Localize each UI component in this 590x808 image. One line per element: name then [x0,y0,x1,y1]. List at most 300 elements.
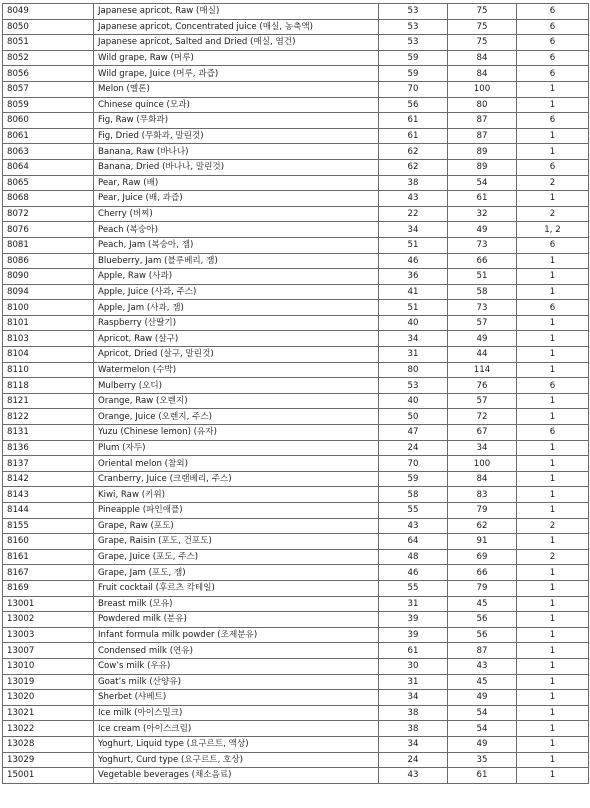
gi-value-cell: 39 [379,612,448,628]
food-gi-table [2,3,589,784]
reference-cell: 2 [517,518,589,534]
reference-cell: 1 [517,721,589,737]
gi-value-cell: 55 [379,580,448,596]
gi-value-cell: 41 [379,284,448,300]
table-row [3,66,589,82]
reference-cell: 1 [517,409,589,425]
food-name-cell: Plum (자두) [94,440,379,456]
reference-cell: 6 [517,66,589,82]
gi-value-cell: 34 [379,222,448,238]
gi-value-cell: 53 [379,378,448,394]
reference-cell: 1 [517,456,589,472]
gi-value-cell: 46 [379,565,448,581]
gl-value-cell: 69 [448,549,517,565]
reference-cell: 1 [517,362,589,378]
gi-value-cell: 55 [379,503,448,519]
food-code-cell: 13010 [3,658,94,674]
gi-value-cell: 46 [379,253,448,269]
gl-value-cell: 54 [448,175,517,191]
food-code-cell: 8160 [3,534,94,550]
gl-value-cell: 54 [448,705,517,721]
gi-value-cell: 43 [379,518,448,534]
gi-value-cell: 51 [379,300,448,316]
food-name-cell: Yoghurt, Curd type (요구르트, 호상) [94,752,379,768]
food-code-cell: 13001 [3,596,94,612]
table-row [3,315,589,331]
gl-value-cell: 89 [448,159,517,175]
food-code-cell: 13020 [3,690,94,706]
gl-value-cell: 100 [448,456,517,472]
food-name-cell: Yuzu (Chinese lemon) (유자) [94,425,379,441]
reference-cell: 6 [517,425,589,441]
table-row [3,409,589,425]
table-row [3,425,589,441]
table-row [3,752,589,768]
reference-cell: 1 [517,643,589,659]
table-row [3,253,589,269]
gi-value-cell: 62 [379,159,448,175]
food-code-cell: 8121 [3,393,94,409]
gi-value-cell: 59 [379,471,448,487]
reference-cell: 1 [517,736,589,752]
food-name-cell: Condensed milk (연유) [94,643,379,659]
food-name-cell: Cow’s milk (우유) [94,658,379,674]
table-row [3,331,589,347]
gi-value-cell: 24 [379,440,448,456]
food-name-cell: Pineapple (파인애플) [94,503,379,519]
food-name-cell: Wild grape, Raw (머루) [94,50,379,66]
food-name-cell: Banana, Raw (바나나) [94,144,379,160]
food-code-cell: 8143 [3,487,94,503]
reference-cell: 1 [517,565,589,581]
gi-value-cell: 53 [379,19,448,35]
food-code-cell: 8155 [3,518,94,534]
table-row [3,596,589,612]
gl-value-cell: 34 [448,440,517,456]
reference-cell: 6 [517,159,589,175]
gi-value-cell: 56 [379,97,448,113]
gl-value-cell: 35 [448,752,517,768]
gl-value-cell: 49 [448,690,517,706]
reference-cell: 1 [517,97,589,113]
table-row [3,721,589,737]
gi-value-cell: 34 [379,690,448,706]
table-row [3,674,589,690]
reference-cell: 2 [517,549,589,565]
gl-value-cell: 66 [448,253,517,269]
table-row [3,206,589,222]
table-body [3,4,589,784]
reference-cell: 1, 2 [517,222,589,238]
food-name-cell: Orange, Juice (오렌지, 주스) [94,409,379,425]
food-name-cell: Pear, Juice (배, 과즙) [94,191,379,207]
food-code-cell: 8049 [3,4,94,20]
food-name-cell: Cranberry, Juice (크랜베리, 주스) [94,471,379,487]
gi-value-cell: 40 [379,315,448,331]
reference-cell: 1 [517,768,589,784]
food-code-cell: 8103 [3,331,94,347]
food-name-cell: Blueberry, Jam (블루베리, 잼) [94,253,379,269]
gl-value-cell: 58 [448,284,517,300]
food-name-cell: Mulberry (오디) [94,378,379,394]
gl-value-cell: 61 [448,768,517,784]
gi-value-cell: 58 [379,487,448,503]
food-name-cell: Ice milk (아이스밀크) [94,705,379,721]
reference-cell: 1 [517,705,589,721]
gl-value-cell: 56 [448,612,517,628]
gi-value-cell: 61 [379,643,448,659]
gi-value-cell: 31 [379,347,448,363]
food-code-cell: 8050 [3,19,94,35]
table-row [3,643,589,659]
gi-value-cell: 39 [379,627,448,643]
table-row [3,690,589,706]
gi-value-cell: 31 [379,674,448,690]
table-row [3,4,589,20]
food-code-cell: 8064 [3,159,94,175]
gl-value-cell: 100 [448,81,517,97]
reference-cell: 1 [517,503,589,519]
table-row [3,705,589,721]
food-code-cell: 8101 [3,315,94,331]
food-code-cell: 8167 [3,565,94,581]
food-name-cell: Vegetable beverages (채소음료) [94,768,379,784]
food-name-cell: Banana, Dried (바나나, 말린것) [94,159,379,175]
food-name-cell: Raspberry (산딸기) [94,315,379,331]
gi-value-cell: 40 [379,393,448,409]
food-code-cell: 8144 [3,503,94,519]
gl-value-cell: 44 [448,347,517,363]
table-row [3,440,589,456]
food-name-cell: Cherry (버찌) [94,206,379,222]
gl-value-cell: 61 [448,191,517,207]
food-code-cell: 8059 [3,97,94,113]
gl-value-cell: 84 [448,50,517,66]
food-code-cell: 8057 [3,81,94,97]
reference-cell: 1 [517,580,589,596]
food-name-cell: Oriental melon (참외) [94,456,379,472]
gl-value-cell: 49 [448,736,517,752]
table-row [3,347,589,363]
table-row [3,534,589,550]
reference-cell: 1 [517,612,589,628]
table-row [3,113,589,129]
food-code-cell: 8076 [3,222,94,238]
reference-cell: 1 [517,534,589,550]
reference-cell: 1 [517,284,589,300]
reference-cell: 1 [517,658,589,674]
food-code-cell: 8063 [3,144,94,160]
food-name-cell: Peach, Jam (복숭아, 잼) [94,237,379,253]
food-name-cell: Fig, Dried (무화과, 말린것) [94,128,379,144]
table-row [3,237,589,253]
gl-value-cell: 54 [448,721,517,737]
gl-value-cell: 66 [448,565,517,581]
gi-value-cell: 34 [379,331,448,347]
gl-value-cell: 56 [448,627,517,643]
gi-value-cell: 36 [379,269,448,285]
food-code-cell: 8161 [3,549,94,565]
reference-cell: 1 [517,81,589,97]
food-name-cell: Japanese apricot, Salted and Dried (매실, 염건) [94,35,379,51]
food-code-cell: 13003 [3,627,94,643]
reference-cell: 1 [517,269,589,285]
table-row [3,191,589,207]
gi-value-cell: 48 [379,549,448,565]
food-code-cell: 8104 [3,347,94,363]
reference-cell: 1 [517,674,589,690]
food-name-cell: Grape, Jam (포도, 잼) [94,565,379,581]
gi-value-cell: 47 [379,425,448,441]
gl-value-cell: 57 [448,315,517,331]
gl-value-cell: 51 [448,269,517,285]
gl-value-cell: 45 [448,674,517,690]
gl-value-cell: 49 [448,222,517,238]
gl-value-cell: 67 [448,425,517,441]
table-row [3,393,589,409]
food-code-cell: 13007 [3,643,94,659]
reference-cell: 1 [517,752,589,768]
reference-cell: 1 [517,253,589,269]
food-name-cell: Yoghurt, Liquid type (요구르트, 액상) [94,736,379,752]
food-name-cell: Japanese apricot, Raw (매실) [94,4,379,20]
gl-value-cell: 89 [448,144,517,160]
gl-value-cell: 75 [448,4,517,20]
food-code-cell: 8051 [3,35,94,51]
food-code-cell: 8131 [3,425,94,441]
food-name-cell: Japanese apricot, Concentrated juice (매실, 농축액) [94,19,379,35]
gi-value-cell: 53 [379,35,448,51]
food-code-cell: 13029 [3,752,94,768]
food-name-cell: Apricot, Raw (살구) [94,331,379,347]
gl-value-cell: 45 [448,596,517,612]
food-name-cell: Wild grape, Juice (머루, 과즙) [94,66,379,82]
food-code-cell: 8086 [3,253,94,269]
gl-value-cell: 80 [448,97,517,113]
table-row [3,97,589,113]
reference-cell: 6 [517,378,589,394]
reference-cell: 6 [517,237,589,253]
food-code-cell: 8081 [3,237,94,253]
reference-cell: 6 [517,19,589,35]
gi-value-cell: 70 [379,81,448,97]
food-code-cell: 8100 [3,300,94,316]
reference-cell: 1 [517,471,589,487]
gl-value-cell: 84 [448,66,517,82]
reference-cell: 1 [517,315,589,331]
gi-value-cell: 31 [379,596,448,612]
reference-cell: 6 [517,300,589,316]
table-row [3,128,589,144]
food-name-cell: Pear, Raw (배) [94,175,379,191]
food-code-cell: 13022 [3,721,94,737]
gi-value-cell: 61 [379,113,448,129]
table-row [3,627,589,643]
table-row [3,736,589,752]
table-row [3,378,589,394]
food-code-cell: 8065 [3,175,94,191]
reference-cell: 1 [517,690,589,706]
gi-value-cell: 43 [379,768,448,784]
table-row [3,518,589,534]
gl-value-cell: 57 [448,393,517,409]
table-row [3,549,589,565]
food-name-cell: Sherbet (샤베트) [94,690,379,706]
food-code-cell: 8068 [3,191,94,207]
food-code-cell: 8110 [3,362,94,378]
food-name-cell: Apple, Juice (사과, 주스) [94,284,379,300]
table-row [3,658,589,674]
food-name-cell: Grape, Raisin (포도, 건포도) [94,534,379,550]
food-code-cell: 13021 [3,705,94,721]
table-row [3,19,589,35]
table-row [3,81,589,97]
reference-cell: 1 [517,393,589,409]
gi-value-cell: 64 [379,534,448,550]
gl-value-cell: 62 [448,518,517,534]
food-code-cell: 15001 [3,768,94,784]
table-row [3,362,589,378]
gi-value-cell: 24 [379,752,448,768]
table-row [3,159,589,175]
gl-value-cell: 76 [448,378,517,394]
gl-value-cell: 72 [448,409,517,425]
table-row [3,222,589,238]
table-row [3,503,589,519]
food-code-cell: 8137 [3,456,94,472]
gi-value-cell: 50 [379,409,448,425]
food-name-cell: Peach (복숭아) [94,222,379,238]
gl-value-cell: 87 [448,113,517,129]
food-code-cell: 8169 [3,580,94,596]
food-name-cell: Breast milk (모유) [94,596,379,612]
gi-value-cell: 61 [379,128,448,144]
gi-value-cell: 51 [379,237,448,253]
reference-cell: 1 [517,596,589,612]
food-name-cell: Melon (멜론) [94,81,379,97]
food-code-cell: 13028 [3,736,94,752]
food-code-cell: 8052 [3,50,94,66]
reference-cell: 6 [517,4,589,20]
food-name-cell: Infant formula milk powder (조제분유) [94,627,379,643]
table-row [3,284,589,300]
food-name-cell: Fig, Raw (무화과) [94,113,379,129]
gl-value-cell: 87 [448,128,517,144]
food-code-cell: 8061 [3,128,94,144]
reference-cell: 1 [517,331,589,347]
food-name-cell: Goat’s milk (산양유) [94,674,379,690]
gi-value-cell: 59 [379,50,448,66]
gl-value-cell: 114 [448,362,517,378]
food-code-cell: 8094 [3,284,94,300]
table-row [3,35,589,51]
food-code-cell: 8122 [3,409,94,425]
gl-value-cell: 84 [448,471,517,487]
gi-value-cell: 43 [379,191,448,207]
food-name-cell: Apple, Jam (사과, 잼) [94,300,379,316]
reference-cell: 1 [517,440,589,456]
reference-cell: 6 [517,50,589,66]
gl-value-cell: 87 [448,643,517,659]
gi-value-cell: 80 [379,362,448,378]
gi-value-cell: 38 [379,721,448,737]
reference-cell: 2 [517,206,589,222]
gl-value-cell: 73 [448,237,517,253]
reference-cell: 6 [517,35,589,51]
food-code-cell: 8136 [3,440,94,456]
reference-cell: 1 [517,347,589,363]
food-code-cell: 8056 [3,66,94,82]
table-row [3,144,589,160]
gl-value-cell: 75 [448,19,517,35]
table-row [3,565,589,581]
reference-cell: 1 [517,128,589,144]
gl-value-cell: 73 [448,300,517,316]
food-name-cell: Kiwi, Raw (키위) [94,487,379,503]
food-name-cell: Apricot, Dried (살구, 말린것) [94,347,379,363]
gi-value-cell: 34 [379,736,448,752]
food-name-cell: Powdered milk (분유) [94,612,379,628]
reference-cell: 2 [517,175,589,191]
reference-cell: 1 [517,487,589,503]
table-row [3,471,589,487]
gl-value-cell: 79 [448,503,517,519]
food-name-cell: Grape, Raw (포도) [94,518,379,534]
gl-value-cell: 75 [448,35,517,51]
food-name-cell: Grape, Juice (포도, 주스) [94,549,379,565]
food-code-cell: 8060 [3,113,94,129]
table-row [3,580,589,596]
food-code-cell: 8090 [3,269,94,285]
food-name-cell: Watermelon (수박) [94,362,379,378]
gi-value-cell: 38 [379,175,448,191]
reference-cell: 1 [517,627,589,643]
food-code-cell: 8118 [3,378,94,394]
food-code-cell: 13002 [3,612,94,628]
food-name-cell: Chinese quince (모과) [94,97,379,113]
table-row [3,175,589,191]
gl-value-cell: 79 [448,580,517,596]
gl-value-cell: 83 [448,487,517,503]
table-row [3,300,589,316]
reference-cell: 6 [517,113,589,129]
table-row [3,612,589,628]
gi-value-cell: 30 [379,658,448,674]
food-code-cell: 8072 [3,206,94,222]
gl-value-cell: 43 [448,658,517,674]
table-row [3,768,589,784]
table-row [3,487,589,503]
food-name-cell: Apple, Raw (사과) [94,269,379,285]
food-name-cell: Ice cream (아이스크림) [94,721,379,737]
gi-value-cell: 38 [379,705,448,721]
gi-value-cell: 59 [379,66,448,82]
food-code-cell: 13019 [3,674,94,690]
gl-value-cell: 91 [448,534,517,550]
table-row [3,269,589,285]
gl-value-cell: 49 [448,331,517,347]
reference-cell: 1 [517,144,589,160]
gi-value-cell: 22 [379,206,448,222]
gi-value-cell: 70 [379,456,448,472]
table-row [3,456,589,472]
food-code-cell: 8142 [3,471,94,487]
food-name-cell: Orange, Raw (오렌지) [94,393,379,409]
gl-value-cell: 32 [448,206,517,222]
table-row [3,50,589,66]
gi-value-cell: 53 [379,4,448,20]
gi-value-cell: 62 [379,144,448,160]
